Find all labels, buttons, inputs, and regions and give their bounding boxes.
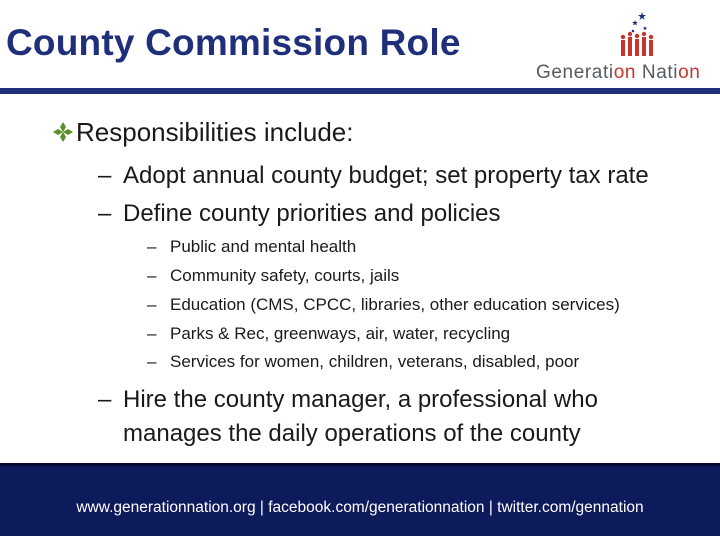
generation-nation-logo bbox=[536, 8, 712, 88]
footer-links: www.generationnation.org | facebook.com/generationnation | twitter.com/gennation bbox=[76, 499, 644, 516]
list-item: – Adopt annual county budget; set property tax rate bbox=[98, 162, 649, 189]
sub-list-item: – Parks & Rec, greenways, air, water, recycling bbox=[147, 324, 511, 343]
heading-bullet bbox=[52, 117, 353, 148]
slide-title: County Commission Role bbox=[6, 22, 461, 63]
list-item-continuation: manages the daily operations of the county bbox=[123, 420, 581, 447]
list-item: – Define county priorities and policies bbox=[98, 200, 501, 227]
sub-list-item: – Education (CMS, CPCC, libraries, other education services) bbox=[147, 295, 620, 314]
list-item: – Hire the county manager, a professional who bbox=[98, 386, 598, 413]
heading-text: Responsibilities include: bbox=[76, 117, 354, 147]
title-divider bbox=[0, 88, 720, 94]
logo-figures-icon bbox=[618, 10, 658, 62]
footer-bar bbox=[0, 463, 720, 536]
diamond-bullet-icon bbox=[52, 121, 74, 143]
sub-list-item: – Services for women, children, veterans, disabled, poor bbox=[147, 352, 580, 371]
logo-wordmark: Generation Nation bbox=[536, 62, 701, 83]
sub-list-item: – Community safety, courts, jails bbox=[147, 266, 400, 285]
sub-list-item: – Public and mental health bbox=[147, 237, 357, 256]
